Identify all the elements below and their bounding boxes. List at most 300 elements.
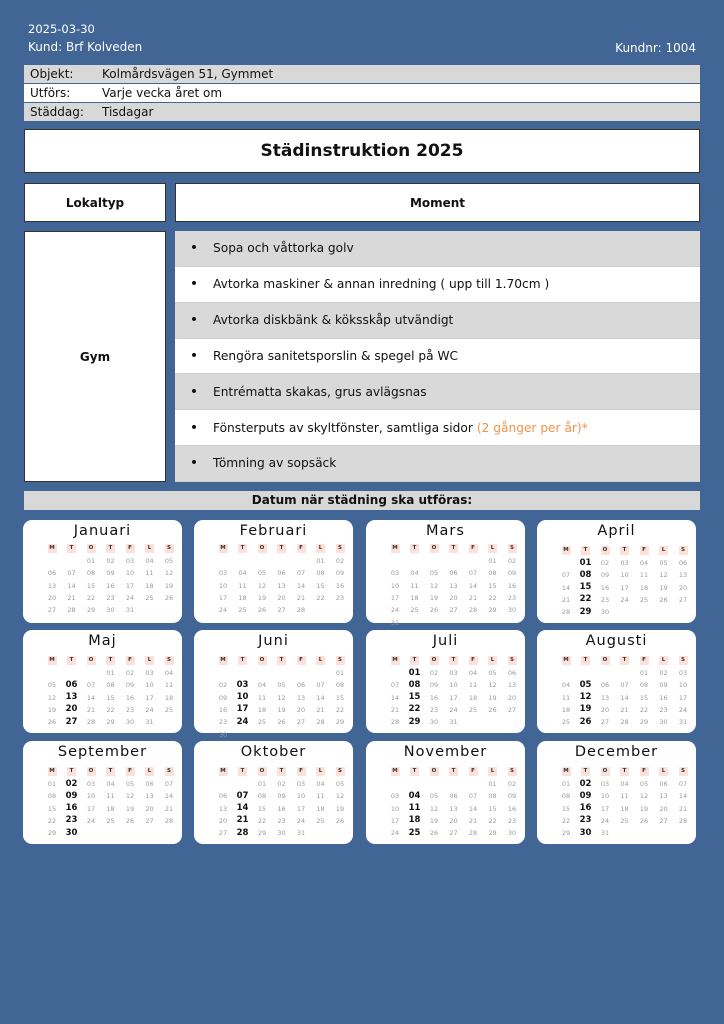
calendar-day: 06: [47, 569, 57, 578]
month-calendar: [23, 741, 182, 844]
calendar-day: 11: [238, 581, 247, 590]
calendar-day: 05: [257, 569, 267, 578]
weekday-header: M: [220, 657, 226, 663]
calendar-day: 16: [335, 581, 345, 590]
weekday-header: T: [620, 656, 629, 665]
calendar-day: 26: [429, 606, 439, 615]
month-calendar: [194, 520, 353, 623]
cleaning-date: 07: [236, 790, 249, 801]
cleaning-date: 12: [579, 692, 592, 703]
cleaning-date: 29: [408, 716, 421, 727]
task-text: Entrématta skakas, grus avlägsnas: [213, 384, 427, 399]
weekday-header: M: [49, 657, 55, 663]
month-name: September: [57, 744, 148, 760]
calendar-day: 28: [678, 816, 688, 825]
calendar-day: 18: [639, 583, 649, 592]
calendar-day: 27: [507, 705, 517, 714]
calendar-day: 12: [639, 792, 649, 801]
weekday-header: F: [640, 546, 649, 555]
month-calendar: [194, 741, 353, 844]
calendar-day: 28: [296, 606, 306, 615]
weekday-header: M: [220, 768, 226, 774]
calendar-day: 09: [218, 693, 228, 702]
calendar-day: 05: [47, 681, 57, 690]
weekday-header: L: [488, 767, 497, 776]
month-name: Maj: [88, 633, 117, 649]
weekday-header: O: [430, 544, 439, 553]
calendar-day: 22: [488, 816, 497, 825]
calendar-day: 15: [335, 693, 345, 702]
task-text: Avtorka diskbänk & köksskåp utvändigt: [213, 313, 454, 328]
weekday-header: L: [659, 656, 668, 665]
calendar-day: 19: [277, 705, 286, 714]
weekday-header: F: [126, 767, 135, 776]
weekday-header: T: [449, 544, 458, 553]
calendar-day: 27: [296, 718, 306, 727]
calendar-day: 17: [390, 816, 400, 825]
calendar-day: 17: [296, 804, 306, 813]
calendar-day: 01: [488, 780, 497, 788]
calendar-day: 31: [390, 618, 400, 627]
task-item: [175, 231, 700, 267]
cleaning-date: 02: [579, 778, 592, 789]
calendar-day: 17: [145, 693, 154, 702]
calendar-day: 22: [561, 816, 571, 825]
cleaning-date: 25: [408, 827, 421, 838]
task-item: [175, 267, 700, 303]
weekday-header: O: [258, 767, 267, 776]
calendar-day: 02: [125, 669, 135, 677]
month-name: Juni: [258, 633, 289, 649]
calendar-day: 08: [86, 569, 96, 578]
weekday-header: L: [316, 544, 325, 553]
calendar-day: 10: [600, 792, 610, 801]
calendar-day: 28: [390, 718, 400, 727]
calendar-day: 29: [561, 829, 571, 838]
weekday-header: L: [659, 767, 668, 776]
calendar-day: 01: [561, 780, 571, 788]
cleaning-date: 09: [579, 790, 592, 801]
weekday-header: O: [601, 656, 610, 665]
calendar-day: 26: [164, 593, 174, 602]
calendar-day: 02: [600, 559, 610, 567]
info-row-performed: [24, 84, 700, 102]
cleaning-date: 18: [408, 815, 421, 826]
cleaning-date: 14: [236, 803, 249, 814]
calendar-day: 16: [277, 804, 286, 813]
calendar-day: 10: [86, 792, 96, 801]
calendar-day: 05: [639, 780, 649, 788]
month-name: Januari: [73, 523, 132, 539]
calendar-day: 20: [449, 593, 458, 602]
calendar-day: 05: [125, 780, 135, 788]
cleaning-date: 11: [408, 803, 421, 814]
calendar-day: 16: [429, 693, 439, 702]
calendar-day: 03: [449, 669, 458, 677]
weekday-header: F: [126, 656, 135, 665]
calendar-day: 20: [47, 593, 57, 602]
calendar-day: 19: [429, 816, 439, 825]
weekday-header: T: [106, 656, 115, 665]
calendar-day: 12: [488, 681, 497, 690]
calendar-day: 27: [600, 718, 610, 727]
calendar-day: 13: [277, 581, 286, 590]
weekday-header: T: [238, 767, 247, 776]
month-calendar: [23, 630, 182, 733]
calendar-day: 25: [316, 816, 325, 825]
cleaning-date: 08: [579, 569, 592, 580]
cleaning-date: 13: [65, 692, 78, 703]
calendar-day: 03: [145, 669, 154, 677]
calendar-day: 20: [659, 804, 668, 813]
weekday-header: O: [601, 767, 610, 776]
calendar-day: 10: [145, 681, 154, 690]
calendar-day: 01: [106, 669, 115, 677]
calendar-day: 25: [410, 606, 419, 615]
weekday-header: T: [620, 546, 629, 555]
cleaning-date: 22: [408, 704, 421, 715]
calendar-day: 16: [507, 804, 517, 813]
object-label: Objekt:: [30, 67, 74, 81]
bullet-icon: •: [189, 347, 199, 364]
calendar-day: 31: [145, 718, 154, 727]
calendar-day: 04: [257, 681, 267, 690]
calendar-day: 05: [335, 780, 345, 788]
calendar-day: 13: [659, 792, 668, 801]
weekday-header: F: [640, 767, 649, 776]
calendar-day: 03: [390, 792, 400, 801]
calendar-day: 11: [257, 693, 267, 702]
calendar-day: 07: [67, 569, 76, 578]
month-name: Augusti: [585, 633, 648, 649]
calendar-day: 29: [257, 829, 267, 838]
weekday-header: F: [126, 544, 135, 553]
calendar-day: 24: [620, 595, 629, 604]
task-text: Avtorka maskiner & annan inredning ( upp till 1.70cm ): [213, 277, 550, 292]
calendar-day: 16: [600, 583, 610, 592]
calendar-day: 14: [296, 581, 306, 590]
calendar-day: 16: [659, 693, 668, 702]
calendar-day: 25: [145, 593, 154, 602]
calendar-day: 21: [468, 593, 478, 602]
calendar-day: 03: [620, 559, 629, 567]
calendar-day: 17: [86, 804, 96, 813]
info-row-cleaning-day: [24, 103, 700, 121]
cleaning-date: 09: [65, 790, 78, 801]
cleaning-date: 08: [408, 679, 421, 690]
calendar-day: 20: [145, 804, 154, 813]
calendar-day: 19: [335, 804, 345, 813]
calendar-day: 28: [164, 816, 174, 825]
calendar-day: 21: [296, 593, 306, 602]
calendar-day: 07: [390, 681, 400, 690]
calendar-day: 23: [507, 593, 517, 602]
weekday-header: S: [336, 767, 345, 776]
cleaning-date: 23: [579, 815, 592, 826]
calendar-day: 02: [335, 557, 345, 565]
weekday-header: O: [430, 656, 439, 665]
calendar-day: 26: [488, 705, 497, 714]
object-value: Kolmårdsvägen 51, Gymmet: [102, 67, 274, 81]
calendar-day: 16: [507, 581, 517, 590]
weekday-header: T: [410, 767, 419, 776]
month-name: April: [597, 523, 636, 539]
calendar-day: 08: [257, 792, 267, 801]
weekday-header: T: [277, 656, 286, 665]
calendar-day: 18: [410, 593, 419, 602]
cleaning-date: 27: [65, 716, 78, 727]
calendar-day: 13: [145, 792, 154, 801]
weekday-header: S: [336, 544, 345, 553]
month-calendar: [366, 630, 525, 733]
calendar-day: 11: [561, 693, 571, 702]
calendar-day: 30: [659, 718, 668, 727]
bullet-icon: •: [189, 455, 199, 472]
weekday-header: T: [581, 656, 590, 665]
calendar-day: 30: [507, 606, 517, 615]
weekday-header: M: [563, 657, 569, 663]
task-item: [175, 303, 700, 339]
calendar-day: 07: [164, 780, 174, 788]
calendar-day: 22: [488, 593, 497, 602]
calendar-day: 22: [316, 593, 325, 602]
weekday-header: F: [469, 544, 478, 553]
calendar-day: 01: [488, 557, 497, 565]
weekday-header: S: [508, 767, 517, 776]
calendar-day: 17: [600, 804, 610, 813]
calendar-day: 18: [561, 705, 571, 714]
calendar-day: 09: [507, 569, 517, 578]
weekday-header: T: [106, 767, 115, 776]
calendar-day: 08: [316, 569, 325, 578]
task-text: Fönsterputs av skyltfönster, samtliga sidor: [213, 420, 473, 435]
calendar-day: 22: [106, 705, 115, 714]
calendar-day: 15: [106, 693, 115, 702]
room-type-value: Gym: [24, 231, 166, 482]
calendar-day: 19: [257, 593, 267, 602]
weekday-header: T: [449, 767, 458, 776]
calendar-day: 21: [164, 804, 174, 813]
cleaning-date: 05: [579, 679, 592, 690]
calendar-day: 20: [507, 693, 517, 702]
calendar-day: 08: [488, 569, 497, 578]
calendar-day: 28: [316, 718, 325, 727]
cleaning-date: 21: [236, 815, 249, 826]
calendar-day: 14: [390, 693, 400, 702]
calendar-day: 13: [678, 571, 688, 580]
cleaning-date: 20: [65, 704, 78, 715]
weekday-header: S: [165, 656, 174, 665]
calendar-day: 31: [296, 829, 306, 838]
calendar-day: 12: [429, 581, 439, 590]
calendar-day: 09: [600, 571, 610, 580]
calendar-day: 05: [659, 559, 668, 567]
calendar-day: 18: [145, 581, 154, 590]
calendar-day: 10: [449, 681, 458, 690]
page-title: Städinstruktion 2025: [24, 129, 700, 173]
calendar-day: 08: [488, 792, 497, 801]
calendar-day: 23: [218, 718, 228, 727]
calendar-day: 10: [125, 569, 135, 578]
calendar-day: 07: [86, 681, 96, 690]
calendar-day: 25: [468, 705, 478, 714]
calendar-day: 09: [429, 681, 439, 690]
calendar-day: 03: [296, 780, 306, 788]
calendar-day: 26: [257, 606, 267, 615]
calendar-day: 13: [449, 581, 458, 590]
weekday-header: O: [430, 767, 439, 776]
month-calendar: [194, 630, 353, 739]
calendar-day: 17: [620, 583, 629, 592]
calendar-day: 23: [277, 816, 286, 825]
calendar-day: 18: [257, 705, 267, 714]
month-calendar: [537, 630, 696, 733]
calendar-day: 24: [125, 593, 135, 602]
calendar-day: 27: [449, 829, 458, 838]
calendar-day: 25: [238, 606, 247, 615]
calendar-day: 05: [429, 792, 439, 801]
weekday-header: S: [336, 656, 345, 665]
calendar-day: 24: [449, 705, 458, 714]
calendar-day: 21: [678, 804, 688, 813]
calendar-day: 25: [164, 705, 174, 714]
calendar-day: 29: [335, 718, 345, 727]
calendar-day: 12: [335, 792, 345, 801]
calendar-day: 18: [106, 804, 115, 813]
calendar-day: 09: [277, 792, 286, 801]
calendar-day: 22: [47, 816, 57, 825]
calendar-day: 29: [639, 718, 649, 727]
calendar-day: 10: [218, 581, 228, 590]
calendar-day: 16: [218, 705, 228, 714]
calendar-day: 18: [316, 804, 325, 813]
weekday-header: O: [601, 546, 610, 555]
calendar-day: 01: [86, 557, 96, 565]
task-text: Sopa och våttorka golv: [213, 241, 354, 256]
calendar-day: 02: [507, 557, 517, 565]
calendar-day: 28: [67, 606, 76, 615]
calendar-day: 24: [86, 816, 96, 825]
weekday-header: M: [49, 545, 55, 551]
calendar-day: 25: [561, 718, 571, 727]
calendar-day: 14: [678, 792, 688, 801]
calendar-day: 16: [125, 693, 135, 702]
weekday-header: O: [87, 656, 96, 665]
calendar-day: 23: [335, 593, 345, 602]
weekday-header: T: [106, 544, 115, 553]
calendar-day: 23: [507, 816, 517, 825]
calendar-day: 18: [238, 593, 247, 602]
weekday-header: F: [297, 544, 306, 553]
month-calendar: [366, 520, 525, 627]
calendar-day: 30: [106, 606, 115, 615]
calendar-day: 06: [218, 792, 228, 801]
calendar-day: 24: [218, 606, 228, 615]
calendar-day: 04: [164, 669, 174, 677]
weekday-header: S: [508, 544, 517, 553]
weekday-header: M: [49, 768, 55, 774]
calendar-day: 31: [600, 829, 610, 838]
calendar-day: 11: [468, 681, 478, 690]
calendar-day: 27: [678, 595, 688, 604]
weekday-header: M: [563, 547, 569, 553]
calendar-day: 07: [468, 569, 478, 578]
cleaning-date: 04: [408, 790, 421, 801]
bullet-icon: •: [189, 312, 199, 329]
weekday-header: L: [145, 767, 154, 776]
calendar-day: 10: [390, 804, 400, 813]
weekday-header: O: [87, 767, 96, 776]
weekday-header: S: [165, 544, 174, 553]
calendar-day: 08: [47, 792, 57, 801]
calendar-day: 03: [125, 557, 135, 565]
calendar-day: 20: [218, 816, 228, 825]
weekday-header: T: [410, 656, 419, 665]
calendar-day: 25: [106, 816, 115, 825]
bullet-icon: •: [189, 383, 199, 400]
calendar-day: 17: [125, 581, 135, 590]
weekday-header: S: [165, 767, 174, 776]
cleaning-day-value: Tisdagar: [102, 105, 154, 119]
calendar-day: 26: [47, 718, 57, 727]
cleaning-date: 17: [236, 704, 249, 715]
calendar-day: 11: [164, 681, 174, 690]
calendar-day: 29: [47, 829, 57, 838]
calendar-day: 15: [561, 804, 571, 813]
calendar-day: 26: [659, 595, 668, 604]
cleaning-date: 30: [579, 827, 592, 838]
calendar-day: 23: [106, 593, 115, 602]
calendar-day: 06: [296, 681, 306, 690]
cleaning-date: 19: [579, 704, 592, 715]
calendar-day: 15: [47, 804, 57, 813]
calendar-day: 11: [106, 792, 115, 801]
calendar-day: 20: [449, 816, 458, 825]
calendar-day: 27: [449, 606, 458, 615]
weekday-header: L: [316, 656, 325, 665]
calendar-day: 11: [410, 581, 419, 590]
task-item: [175, 446, 700, 482]
weekday-header: F: [640, 656, 649, 665]
calendar-day: 09: [659, 681, 668, 690]
cleaning-date: 06: [65, 679, 78, 690]
weekday-header: T: [238, 656, 247, 665]
weekday-header: T: [277, 544, 286, 553]
cleaning-date: 28: [236, 827, 249, 838]
cleaning-date: 15: [579, 582, 592, 593]
calendar-day: 24: [390, 829, 400, 838]
calendar-day: 19: [639, 804, 649, 813]
calendar-day: 15: [257, 804, 267, 813]
calendar-day: 12: [277, 693, 286, 702]
calendar-day: 24: [600, 816, 610, 825]
calendar-day: 26: [125, 816, 135, 825]
calendar-day: 07: [468, 792, 478, 801]
weekday-header: S: [679, 656, 688, 665]
customer-name: Kund: Brf Kolveden: [28, 40, 143, 54]
calendar-day: 01: [257, 780, 267, 788]
calendar-day: 14: [620, 693, 629, 702]
calendar-day: 30: [600, 608, 610, 617]
weekday-header: M: [220, 545, 226, 551]
calendar-day: 22: [257, 816, 267, 825]
room-type-header: Lokaltyp: [24, 183, 166, 222]
calendar-day: 12: [659, 571, 668, 580]
calendar-day: 19: [429, 593, 439, 602]
performed-label: Utförs:: [30, 86, 71, 100]
calendar-day: 02: [507, 780, 517, 788]
calendar-day: 28: [620, 718, 629, 727]
